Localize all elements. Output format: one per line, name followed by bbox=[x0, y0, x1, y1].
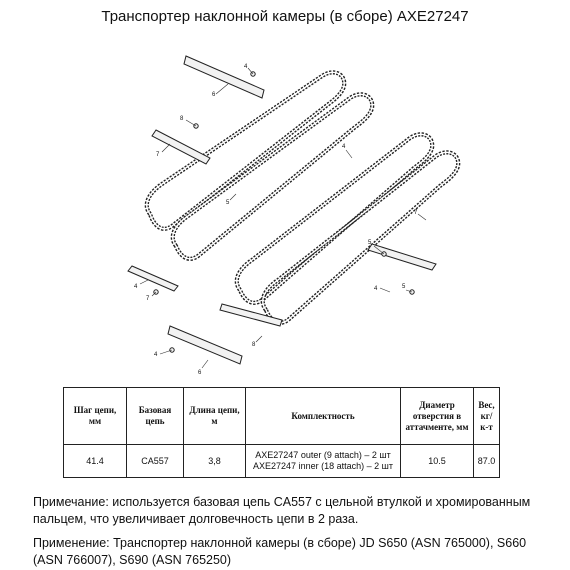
callout-label: 4 bbox=[244, 64, 248, 70]
column-header-hole-diameter: Диаметр отверстия в аттачменте, мм bbox=[401, 388, 474, 445]
cell-hole-diameter: 10.5 bbox=[401, 445, 474, 478]
callout-label: 8 bbox=[252, 342, 256, 348]
callout-label: 4 bbox=[154, 352, 158, 358]
callout-label: 6 bbox=[198, 370, 202, 376]
column-header-base-chain: Базовая цепь bbox=[127, 388, 184, 445]
bolt bbox=[194, 124, 198, 128]
column-header-set: Комплектность bbox=[246, 388, 401, 445]
column-header-pitch: Шаг цепи, мм bbox=[64, 388, 127, 445]
cell-base-chain: CA557 bbox=[127, 445, 184, 478]
callout-label: 4 bbox=[342, 144, 346, 150]
cell-set-line: AXE27247 inner (18 attach) – 2 шт bbox=[253, 461, 393, 471]
cell-set bbox=[246, 445, 401, 478]
callout-label: 4 bbox=[134, 284, 138, 290]
application-paragraph: Применение: Транспортер наклонной камеры (в сборе) JD S650 (ASN 765000), S660 (ASN 766007), S690 (ASN 765250) bbox=[33, 536, 527, 567]
slat-top bbox=[184, 56, 264, 98]
exploded-assembly-diagram bbox=[0, 34, 570, 384]
chain-loop-1-inner bbox=[147, 72, 344, 228]
chain-loops bbox=[147, 72, 458, 322]
callout-label: 6 bbox=[212, 92, 216, 98]
note-paragraph: Примечание: используется базовая цепь CA557 с цельной втулкой и хромированным пальцем, что увеличивает долговечность цепи в 2 раза. bbox=[33, 495, 531, 526]
cell-weight: 87.0 bbox=[474, 445, 500, 478]
guide-right bbox=[368, 244, 436, 270]
table-header-row bbox=[64, 388, 500, 445]
callout-label: 5 bbox=[402, 284, 406, 290]
callout-label: 7 bbox=[414, 210, 418, 216]
table-row bbox=[64, 445, 500, 478]
column-header-length: Длина цепи, м bbox=[184, 388, 246, 445]
callout-label: 7 bbox=[146, 296, 150, 302]
cell-pitch: 41.4 bbox=[64, 445, 127, 478]
guide-left-upper bbox=[152, 130, 210, 164]
column-header-weight: Вес, кг/к-т bbox=[474, 388, 500, 445]
chain-loop-2 bbox=[173, 94, 372, 258]
page-title: Транспортер наклонной камеры (в сборе) AXE27247 bbox=[101, 8, 469, 25]
guide-center bbox=[220, 304, 282, 326]
chain-spec-table bbox=[63, 387, 500, 478]
callout-label: 7 bbox=[156, 152, 160, 158]
cell-length: 3,8 bbox=[184, 445, 246, 478]
callout-label: 5 bbox=[226, 200, 230, 206]
slat-bottom bbox=[168, 326, 242, 364]
chain-loop-2-inner bbox=[173, 94, 372, 258]
callout-label: 4 bbox=[374, 286, 378, 292]
cell-set-line: AXE27247 outer (9 attach) – 2 шт bbox=[255, 450, 391, 460]
callout-label: 8 bbox=[180, 116, 184, 122]
chain-loop-1 bbox=[147, 72, 344, 228]
callout-label: 5 bbox=[368, 240, 372, 246]
